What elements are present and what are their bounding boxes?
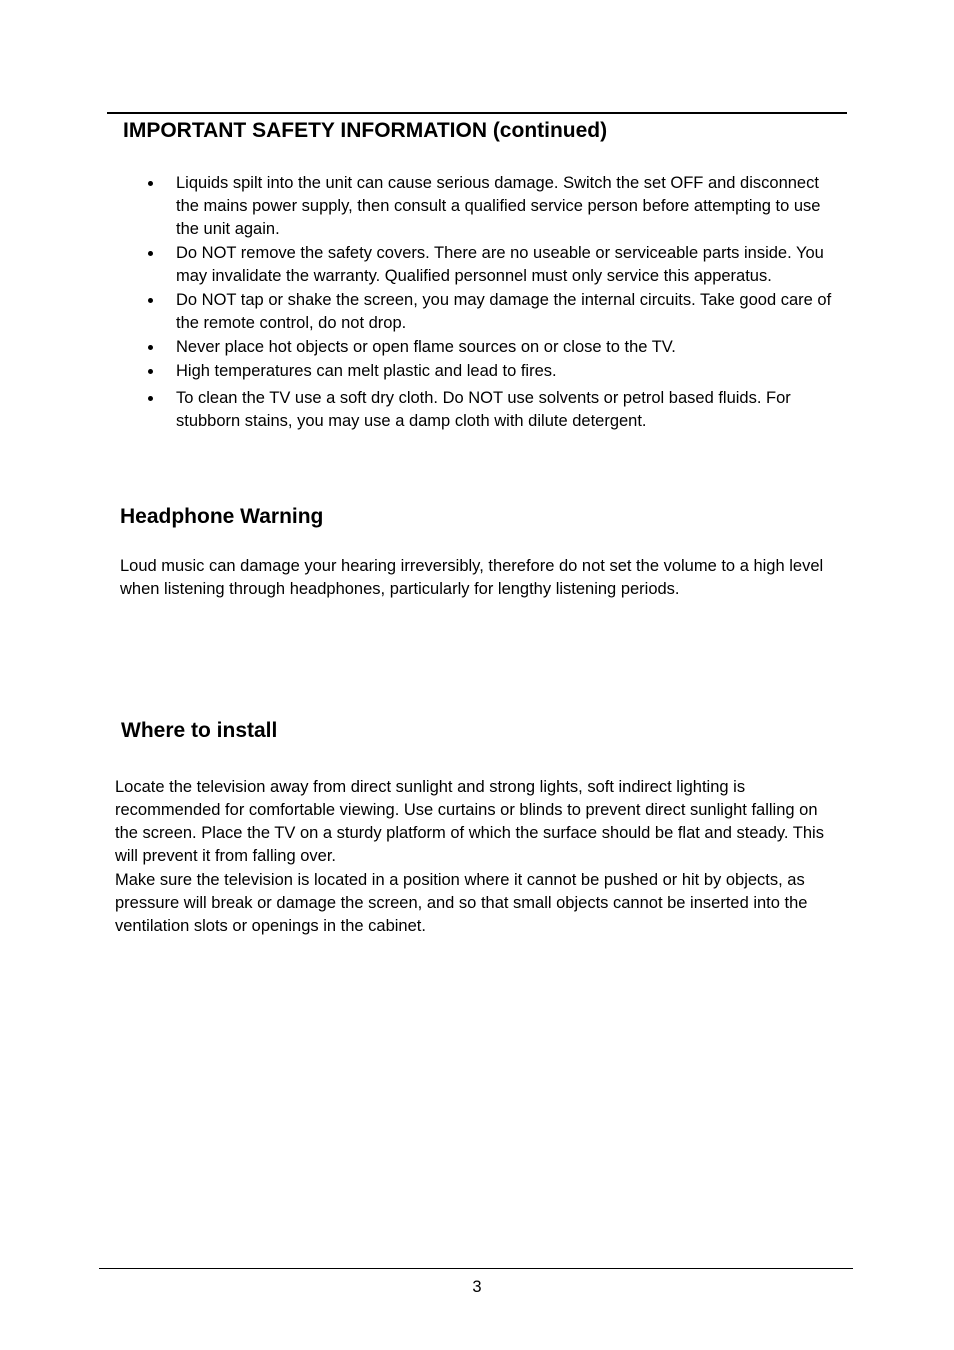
list-item xyxy=(145,172,845,241)
bullet-icon xyxy=(148,345,153,350)
page-number: 3 xyxy=(472,1278,482,1296)
list-item-text: Do NOT tap or shake the screen, you may damage the internal circuits. Take good care of the remote control, do not drop. xyxy=(176,291,832,332)
install-paragraph-2: Make sure the television is located in a position where it cannot be pushed or hit by objects, as pressure will break or damage the screen, and so that small objects cannot be inserted into the ventilation slots or openings in the cabinet. xyxy=(115,871,808,935)
bullet-icon xyxy=(148,369,153,374)
list-item-text: Liquids spilt into the unit can cause serious damage. Switch the set OFF and disconnect the mains power supply, then consult a qualified service person before attempting to use the unit again. xyxy=(176,174,821,238)
list-item-text: Do NOT remove the safety covers. There are no useable or serviceable parts inside. You may invalidate the warranty. Qualified personnel must only service this apperatus. xyxy=(176,244,824,285)
list-item xyxy=(145,387,845,433)
bullet-icon xyxy=(148,251,153,256)
footer-rule xyxy=(99,1268,853,1269)
safety-list xyxy=(145,172,845,433)
list-item xyxy=(145,242,845,288)
list-item xyxy=(145,336,845,359)
list-item-text: To clean the TV use a soft dry cloth. Do NOT use solvents or petrol based fluids. For stubborn stains, you may use a damp cloth with dilute detergent. xyxy=(176,389,791,430)
list-item xyxy=(145,360,845,383)
headphone-heading: Headphone Warning xyxy=(120,505,324,528)
install-paragraph-1: Locate the television away from direct sunlight and strong lights, soft indirect lighting is recommended for comfortable viewing. Use curtains or blinds to prevent direct sunlight falling on the screen. Place the TV on a sturdy platform of which the surface should be flat and steady. This will prevent it from falling over. xyxy=(115,778,824,865)
list-item xyxy=(145,289,845,335)
list-item-text: High temperatures can melt plastic and lead to fires. xyxy=(176,362,557,380)
headphone-paragraph: Loud music can damage your hearing irreversibly, therefore do not set the volume to a high level when listening through headphones, particularly for lengthy listening periods. xyxy=(120,557,824,598)
bullet-icon xyxy=(148,181,153,186)
header-rule xyxy=(107,112,847,114)
list-item-text: Never place hot objects or open flame sources on or close to the TV. xyxy=(176,338,676,356)
bullet-icon xyxy=(148,298,153,303)
bullet-icon xyxy=(148,396,153,401)
safety-heading: IMPORTANT SAFETY INFORMATION (continued) xyxy=(123,119,608,142)
install-heading: Where to install xyxy=(121,719,278,742)
